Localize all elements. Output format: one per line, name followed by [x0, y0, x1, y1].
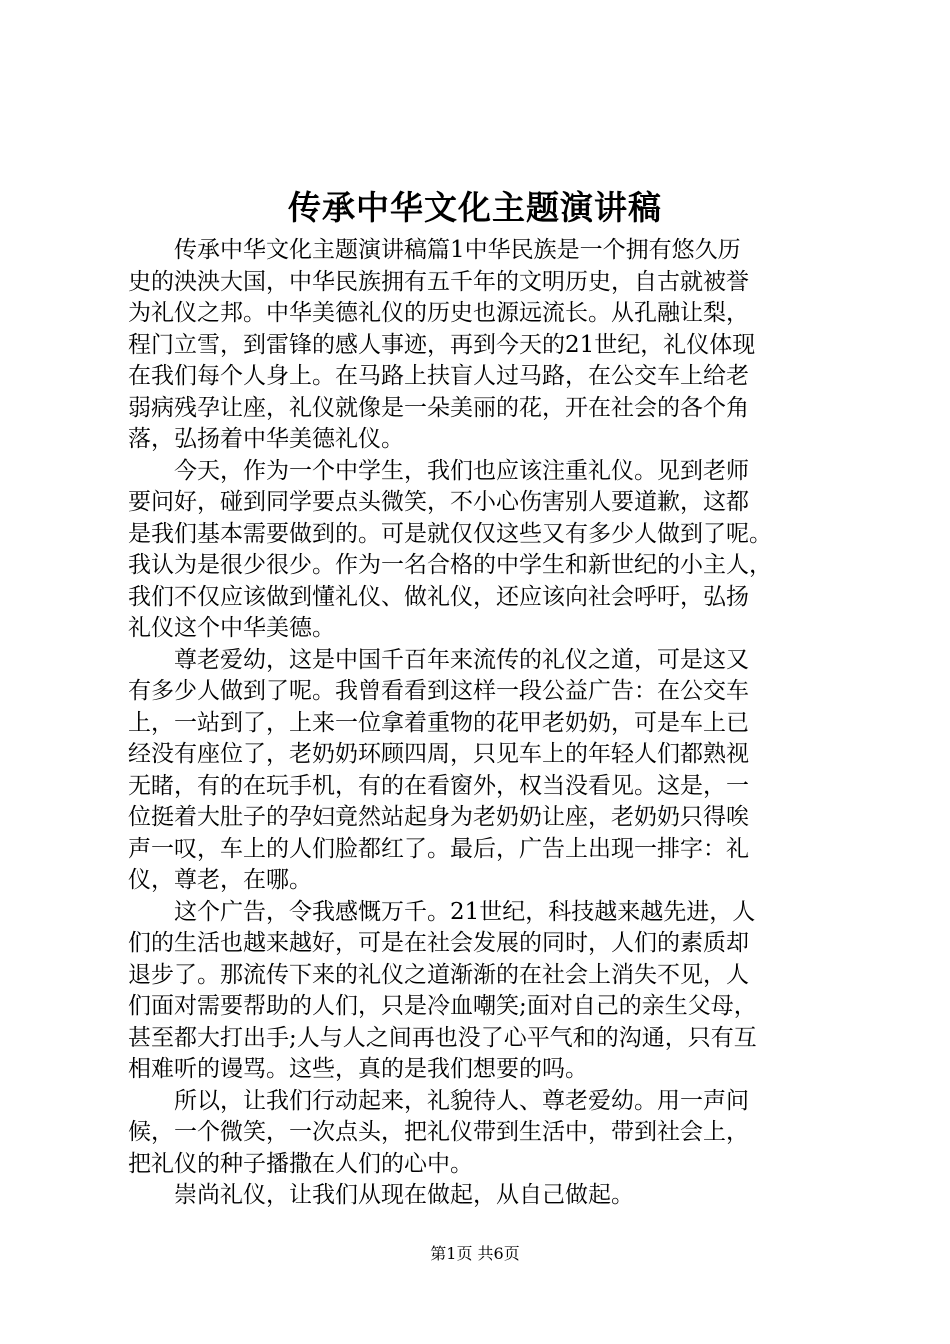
document-title: 传承中华文化主题演讲稿 — [288, 188, 662, 227]
paragraph-6: 崇尚礼仪，让我们从现在做起，从自己做起。 — [174, 1182, 634, 1208]
paragraph-4: 这个广告，令我感慨万千。21世纪，科技越来越先进，人 们的生活也越来越好，可是在社会发展的同时，人们的素质却 退步了。那流传下来的礼仪之道渐渐的在社会上消失不见，人 们面对需要帮助的人们，只是冷血嘲笑;面对自己的亲生父母， 甚至都大打出手;人与人之间再也没了心平气和的沟通，只有互 相难听的谩骂。这些，真的是我们想要的吗。 — [128, 898, 757, 1082]
paragraph-1: 传承中华文化主题演讲稿篇1中华民族是一个拥有悠久历 史的泱泱大国，中华民族拥有五千年的文明历史，自古就被誉 为礼仪之邦。中华美德礼仪的历史也源远流长。从孔融让梨， 程门立雪，到雷锋的感人事迹，再到今天的21世纪，礼仪体现 在我们每个人身上。在马路上扶盲人过马路，在公交车上给老 弱病残孕让座，礼仪就像是一朵美丽的花，开在社会的各个角 落，弘扬着中华美德礼仪。 — [128, 237, 756, 452]
page-footer: 第1页 共6页 — [430, 1244, 520, 1263]
document-body — [128, 235, 832, 1212]
paragraph-3: 尊老爱幼，这是中国千百年来流传的礼仪之道，可是这又 有多少人做到了呢。我曾看看到这样一段公益广告：在公交车 上，一站到了，上来一位拿着重物的花甲老奶奶，可是车上已 经没有座位了，老奶奶环顾四周，只见车上的年轻人们都熟视 无睹，有的在玩手机，有的在看窗外，权当没看见。这是，一 位挺着大肚子的孕妇竟然站起身为老奶奶让座，老奶奶只得唉 声一叹，车上的人们脸都红了。最后，广告上出现一排字：礼 仪，尊老，在哪。 — [128, 646, 749, 893]
paragraph-5: 所以，让我们行动起来，礼貌待人、尊老爱幼。用一声问 候，一个微笑，一次点头，把礼仪带到生活中，带到社会上， 把礼仪的种子播撒在人们的心中。 — [128, 1087, 749, 1177]
paragraph-2: 今天，作为一个中学生，我们也应该注重礼仪。见到老师 要问好，碰到同学要点头微笑，不小心伤害别人要道歉，这都 是我们基本需要做到的。可是就仅仅这些又有多少人做到了呢。 我认为是很少很少。作为一名合格的中学生和新世纪的小主人， 我们不仅应该做到懂礼仪、做礼仪，还应该向社会呼吁，弘扬 礼仪这个中华美德。 — [128, 457, 772, 641]
